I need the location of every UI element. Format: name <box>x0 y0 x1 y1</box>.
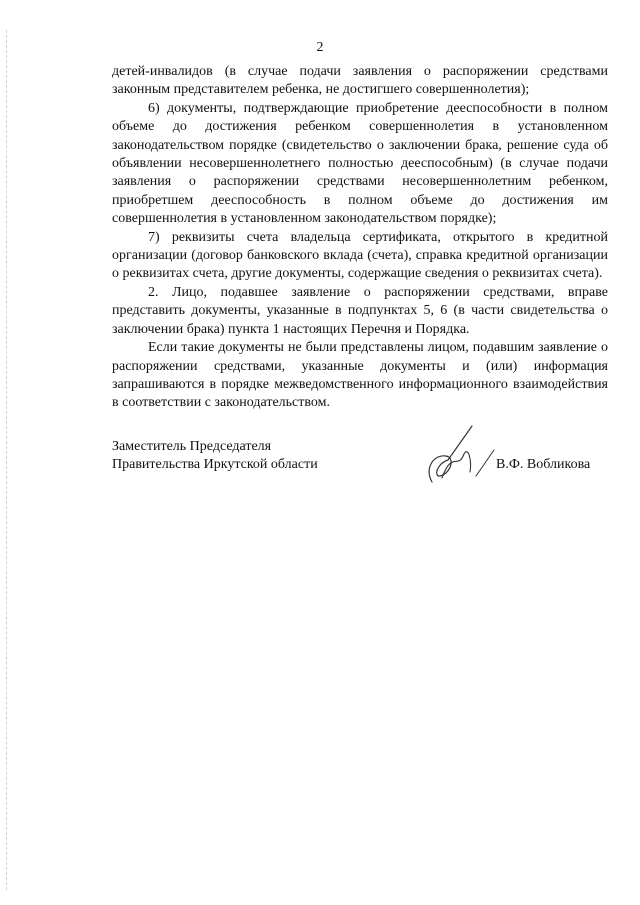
paragraph-item-7: 7) реквизиты счета владельца сертификата, открытого в кредитной организации (договор банковского вклада (счета), справка кредитной организации о реквизитах счета, другие документы, содержащие сведения о реквизитах счета). <box>112 229 608 282</box>
paragraph-clause-2: 2. Лицо, подавшее заявление о распоряжении средствами, вправе представить документы, указанные в подпунктах 5, 6 (в части свидетельства о заключении брака) пункта 1 настоящих Перечня и Порядка. <box>112 284 608 337</box>
paragraph-item-6: 6) документы, подтверждающие приобретение дееспособности в полном объеме до достижения ребенком совершеннолетия в установленном законодательством порядке (свидетельство о заключении брака, решение суда об объявлении несовершеннолетнего полностью дееспособным) (в случае подачи заявления о распоряжении средствами несовершеннолетним ребенком, приобретшем дееспособность в полном объеме до достижения им совершеннолетия в установленном законодательством порядке); <box>112 100 608 227</box>
signature-block <box>112 438 612 498</box>
paragraph-continuation: детей-инвалидов (в случае подачи заявления о распоряжении средствами законным представителем ребенка, не достигшего совершеннолетия); <box>112 64 608 98</box>
page-number: 2 <box>316 40 324 55</box>
signatory-title-line-1: Заместитель Председателя <box>112 439 272 454</box>
body-text <box>112 63 608 413</box>
handwritten-signature-icon <box>412 420 502 490</box>
signatory-name: В.Ф. Вобликова <box>496 457 591 472</box>
signatory-title <box>112 438 318 474</box>
signatory-title-line-2: Правительства Иркутской области <box>112 457 318 472</box>
paragraph-interagency-request: Если такие документы не были представлены лицом, подавшим заявление о распоряжении средствами, указанные документы и (или) информация запрашиваются в порядке межведомственного информационного взаимодействия в соответствии с законодательством. <box>112 340 608 411</box>
scan-edge-line <box>6 30 8 890</box>
